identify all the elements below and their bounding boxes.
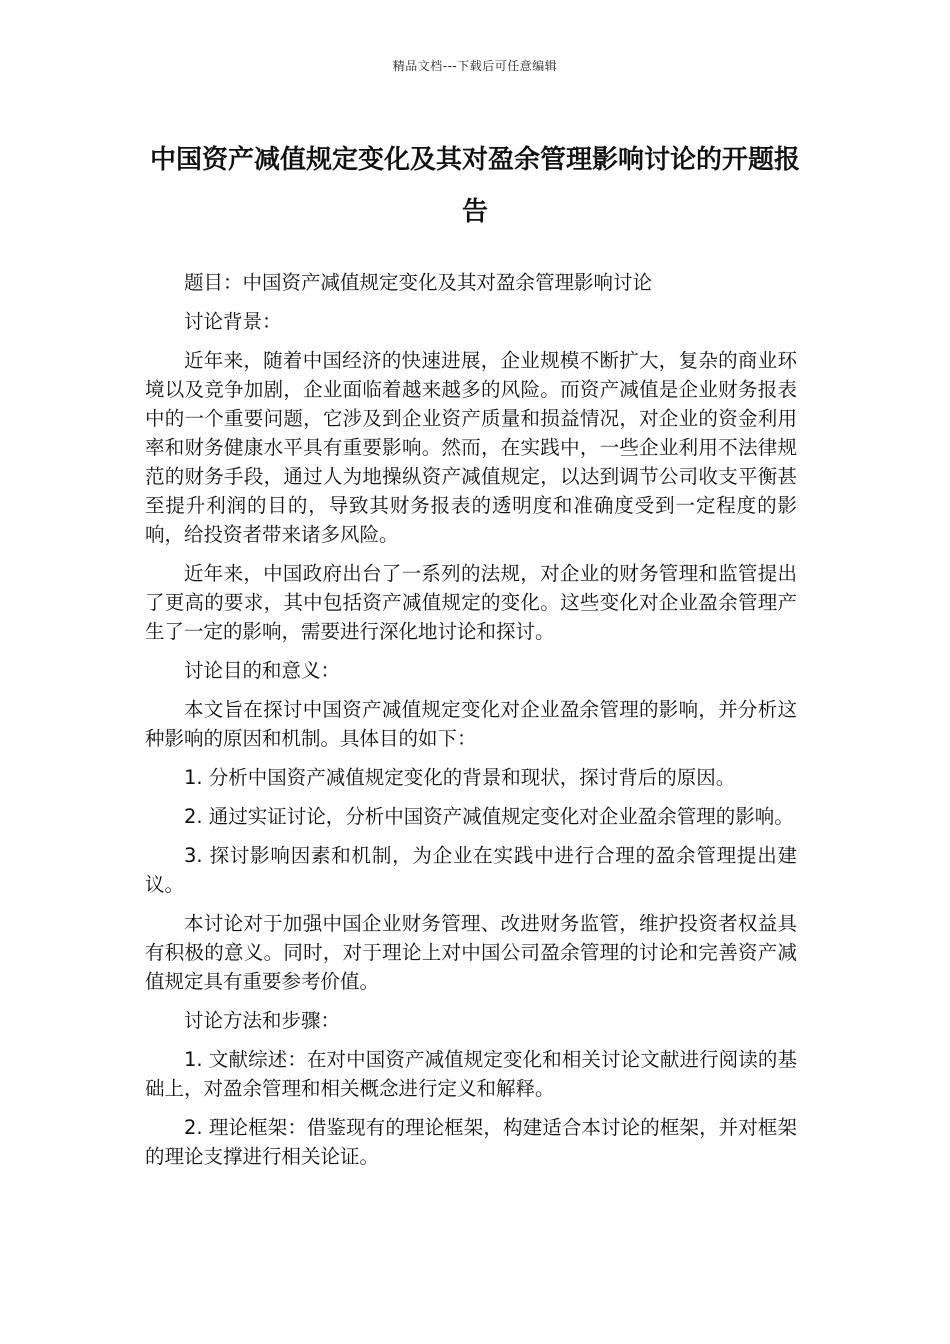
document-title: 中国资产减值规定变化及其对盈余管理影响讨论的开题报告 xyxy=(149,145,800,227)
paragraph-significance: 本讨论对于加强中国企业财务管理、改进财务监管，维护投资者权益具有积极的意义。同时，对于理论上对中国公司盈余管理的讨论和完善资产减值规定具有重要参考价值。 xyxy=(145,912,797,993)
heading-background: 讨论背景： xyxy=(184,310,282,333)
heading-purpose: 讨论目的和意义： xyxy=(184,659,341,682)
list-item-purpose-1: 1. 分析中国资产减值规定变化的背景和现状，探讨背后的原因。 xyxy=(184,766,736,789)
list-item-purpose-2: 2. 通过实证讨论，分析中国资产减值规定变化对企业盈余管理的影响。 xyxy=(184,805,794,828)
list-item-method-2: 2. 理论框架：借鉴现有的理论框架，构建适合本讨论的框架，并对框架的理论支撑进行相关论证。 xyxy=(145,1116,797,1168)
header-note: 精品文档---下载后可任意编辑 xyxy=(392,59,558,73)
list-item-method-1: 1. 文献综述：在对中国资产减值规定变化和相关讨论文献进行阅读的基础上，对盈余管理和相关概念进行定义和解释。 xyxy=(145,1048,797,1100)
document-body xyxy=(145,268,797,1181)
paragraph-background-2: 近年来，中国政府出台了一系列的法规，对企业的财务管理和监管提出了更高的要求，其中包括资产减值规定的变化。这些变化对企业盈余管理产生了一定的影响，需要进行深化地讨论和探讨。 xyxy=(145,562,797,643)
paragraph-purpose: 本文旨在探讨中国资产减值规定变化对企业盈余管理的影响，并分析这种影响的原因和机制。具体目的如下： xyxy=(145,698,797,750)
heading-methods: 讨论方法和步骤： xyxy=(184,1009,341,1032)
paragraph-background-1: 近年来，随着中国经济的快速进展，企业规模不断扩大，复杂的商业环境以及竞争加剧，企业面临着越来越多的风险。而资产减值是企业财务报表中的一个重要问题，它涉及到企业资产质量和损益情况，对企业的资金利用率和财务健康水平具有重要影响。然而，在实践中，一些企业利用不法律规范的财务手段，通过人为地操纵资产减值规定，以达到调节公司收支平衡甚至提升利润的目的，导致其财务报表的透明度和准确度受到一定程度的影响，给投资者带来诸多风险。 xyxy=(145,349,797,546)
list-item-purpose-3: 3. 探讨影响因素和机制，为企业在实践中进行合理的盈余管理提出建议。 xyxy=(145,844,797,896)
paragraph-topic: 题目：中国资产减值规定变化及其对盈余管理影响讨论 xyxy=(184,271,653,294)
